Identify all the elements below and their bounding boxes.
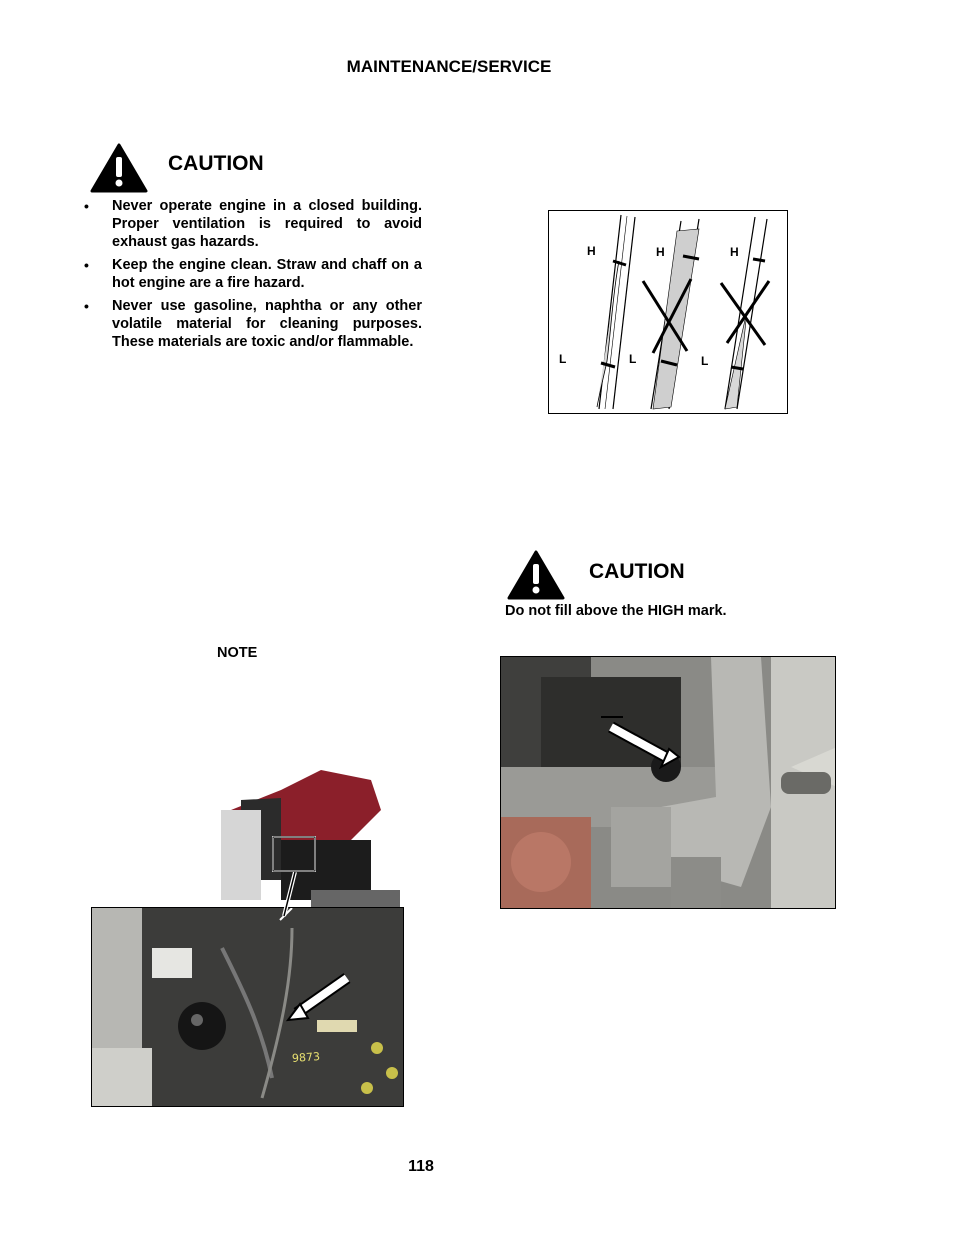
caution-bullet: • Never operate engine in a closed building. Proper ventilation is required to avoid exhaust gas hazards.: [82, 197, 422, 251]
stick3-low-label: L: [701, 354, 709, 368]
stick3-high-label: H: [730, 245, 739, 259]
handwritten-number-label: 9873: [291, 1050, 321, 1065]
warning-triangle-icon: [507, 550, 565, 600]
callout-leader-line: [270, 870, 310, 920]
machine-overview-photo: [221, 770, 400, 908]
note-label: NOTE: [217, 645, 258, 661]
caution-bullet: • Never use gasoline, naphtha or any other volatile material for cleaning purposes. These materials are toxic and/or flammable.: [82, 297, 422, 351]
section-title: MAINTENANCE/SERVICE: [346, 57, 552, 76]
stick2-high-label: H: [656, 245, 665, 259]
caution-heading-right: CAUTION: [589, 560, 685, 583]
engine-closeup-photo: [91, 907, 404, 1107]
caution-bullet-list: [82, 197, 422, 356]
caution-heading-left: CAUTION: [168, 152, 264, 175]
caution-text-right: Do not fill above the HIGH mark.: [505, 603, 727, 619]
caution-bullet: • Keep the engine clean. Straw and chaff on a hot engine are a fire hazard.: [82, 256, 422, 292]
stick1-high-label: H: [587, 244, 596, 258]
stick1-low-label: L: [559, 352, 567, 366]
warning-triangle-icon: [90, 143, 148, 193]
stick2-low-label: L: [629, 352, 637, 366]
engine-fill-photo: [500, 656, 836, 909]
dipstick-level-figure: [548, 210, 788, 414]
page-number: 118: [408, 1158, 434, 1175]
